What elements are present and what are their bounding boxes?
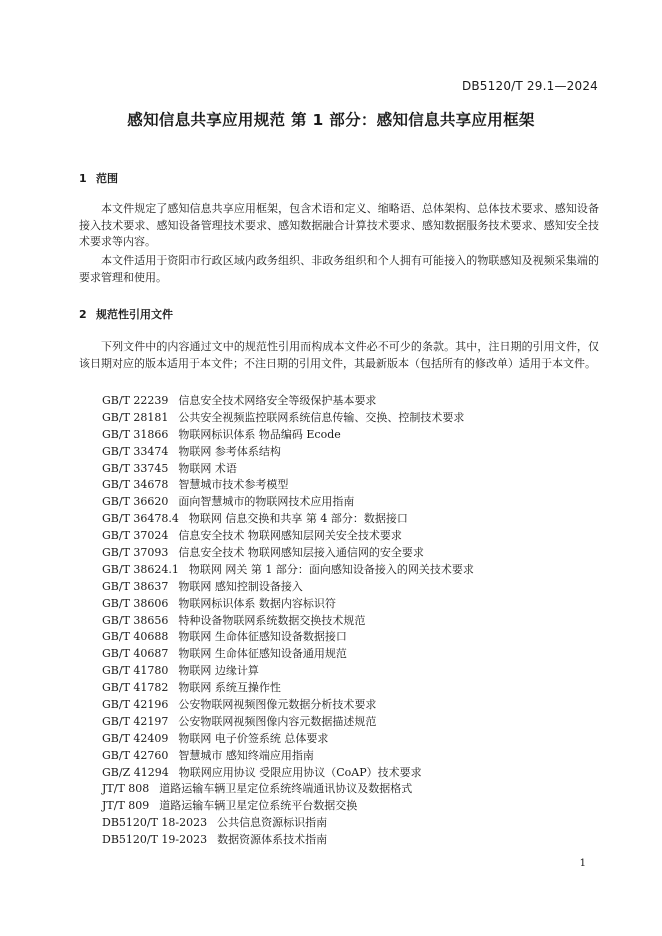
reference-code: GB/T 34678 bbox=[102, 478, 169, 492]
reference-title: 物联网 术语 bbox=[178, 461, 237, 475]
reference-item bbox=[102, 596, 474, 613]
references-intro-paragraph: 下列文件中的内容通过文中的规范性引用而构成本文件必不可少的条款。其中，注日期的引用文件，仅该日期对应的版本适用于本文件；不注日期的引用文件，其最新版本（包括所有的修改单）适用于本文件。 bbox=[79, 340, 599, 370]
reference-title: 物联网 边缘计算 bbox=[178, 664, 259, 678]
reference-title: 物联网 生命体征感知设备数据接口 bbox=[178, 630, 347, 644]
reference-item bbox=[102, 697, 474, 714]
reference-item bbox=[102, 427, 474, 444]
reference-code: GB/T 38606 bbox=[102, 596, 169, 610]
reference-title: 智慧城市技术参考模型 bbox=[178, 478, 289, 492]
reference-item bbox=[102, 461, 474, 478]
reference-item bbox=[102, 579, 474, 596]
reference-item bbox=[102, 545, 474, 562]
reference-title: 信息安全技术网络安全等级保护基本要求 bbox=[178, 394, 377, 407]
reference-code: GB/T 33745 bbox=[102, 461, 169, 475]
reference-item bbox=[102, 410, 474, 427]
reference-list bbox=[102, 393, 474, 849]
reference-code: GB/T 40688 bbox=[102, 630, 169, 644]
reference-code: JT/T 808 bbox=[102, 782, 150, 796]
reference-code: GB/T 37093 bbox=[102, 546, 169, 560]
document-code: DB5120/T 29.1—2024 bbox=[461, 79, 598, 93]
section-number: 2 bbox=[79, 308, 87, 321]
reference-item bbox=[102, 528, 474, 545]
reference-title: 物联网 系统互操作性 bbox=[178, 681, 281, 695]
reference-item bbox=[102, 731, 474, 748]
reference-title: 公共信息资源标识指南 bbox=[217, 816, 328, 830]
reference-item bbox=[102, 629, 474, 646]
reference-title: 物联网 感知控制设备接入 bbox=[178, 579, 303, 593]
reference-title: 物联网标识体系 物品编码 Ecode bbox=[178, 427, 341, 441]
section-heading-scope bbox=[79, 170, 118, 186]
reference-item bbox=[102, 765, 474, 782]
reference-code: GB/T 42760 bbox=[102, 748, 169, 762]
document-title: 感知信息共享应用规范 第 1 部分：感知信息共享应用框架 bbox=[127, 111, 535, 129]
reference-code: GB/T 36478.4 bbox=[102, 512, 179, 526]
reference-item bbox=[102, 562, 474, 579]
reference-code: JT/T 809 bbox=[102, 799, 150, 813]
reference-code: GB/T 41780 bbox=[102, 664, 169, 678]
reference-code: GB/T 40687 bbox=[102, 647, 169, 661]
reference-title: 物联网 信息交换和共享 第 4 部分：数据接口 bbox=[188, 512, 408, 526]
reference-item bbox=[102, 613, 474, 630]
reference-item bbox=[102, 815, 474, 832]
page-number: 1 bbox=[579, 858, 586, 869]
reference-title: 公共安全视频监控联网系统信息传输、交换、控制技术要求 bbox=[178, 410, 465, 424]
reference-title: 信息安全技术 物联网感知层接入通信网的安全要求 bbox=[178, 546, 424, 560]
reference-item bbox=[102, 714, 474, 731]
reference-item bbox=[102, 646, 474, 663]
reference-code: GB/T 22239 bbox=[102, 394, 169, 407]
reference-title: 物联网 生命体征感知设备通用规范 bbox=[178, 647, 347, 661]
scope-paragraph-2: 本文件适用于资阳市行政区域内政务组织、非政务组织和个人拥有可能接入的物联感知及视频采集端的要求管理和使用。 bbox=[79, 254, 599, 284]
reference-title: 数据资源体系技术指南 bbox=[217, 833, 328, 847]
reference-title: 公安物联网视频图像元数据分析技术要求 bbox=[178, 698, 377, 712]
reference-code: GB/T 38624.1 bbox=[102, 562, 179, 576]
scope-paragraph-1: 本文件规定了感知信息共享应用框架，包含术语和定义、缩略语、总体架构、总体技术要求、感知设备接入技术要求、感知设备管理技术要求、感知数据融合计算技术要求、感知数据服务技术要求、感知安全技术要求等内容。 bbox=[79, 202, 599, 248]
reference-title: 物联网 参考体系结构 bbox=[178, 444, 281, 458]
reference-title: 物联网标识体系 数据内容标识符 bbox=[178, 596, 336, 610]
reference-code: GB/Z 41294 bbox=[102, 765, 169, 779]
reference-item bbox=[102, 832, 474, 849]
reference-title: 物联网应用协议 受限应用协议（CoAP）技术要求 bbox=[178, 765, 422, 779]
reference-item bbox=[102, 748, 474, 765]
reference-item bbox=[102, 663, 474, 680]
reference-item bbox=[102, 781, 474, 798]
reference-title: 智慧城市 感知终端应用指南 bbox=[178, 748, 314, 762]
reference-code: GB/T 42197 bbox=[102, 714, 169, 728]
reference-title: 特种设备物联网系统数据交换技术规范 bbox=[178, 613, 366, 627]
reference-title: 物联网 电子价签系统 总体要求 bbox=[178, 731, 329, 745]
reference-item bbox=[102, 477, 474, 494]
section-title: 范围 bbox=[96, 172, 118, 185]
section-number: 1 bbox=[79, 172, 87, 185]
reference-item bbox=[102, 511, 474, 528]
reference-item bbox=[102, 494, 474, 511]
section-title: 规范性引用文件 bbox=[96, 308, 173, 321]
reference-title: 信息安全技术 物联网感知层网关安全技术要求 bbox=[178, 529, 402, 543]
reference-item bbox=[102, 444, 474, 461]
reference-code: GB/T 33474 bbox=[102, 444, 169, 458]
reference-code: GB/T 28181 bbox=[102, 410, 169, 424]
reference-code: GB/T 38656 bbox=[102, 613, 169, 627]
reference-code: GB/T 37024 bbox=[102, 529, 169, 543]
reference-title: 公安物联网视频图像内容元数据描述规范 bbox=[178, 714, 377, 728]
reference-title: 道路运输车辆卫星定位系统平台数据交换 bbox=[159, 799, 358, 813]
reference-code: DB5120/T 19-2023 bbox=[102, 833, 208, 847]
reference-code: GB/T 31866 bbox=[102, 427, 169, 441]
reference-item bbox=[102, 680, 474, 697]
reference-title: 面向智慧城市的物联网技术应用指南 bbox=[178, 495, 355, 509]
reference-code: GB/T 36620 bbox=[102, 495, 169, 509]
reference-title: 物联网 网关 第 1 部分：面向感知设备接入的网关技术要求 bbox=[188, 562, 474, 576]
reference-code: GB/T 41782 bbox=[102, 681, 169, 695]
reference-code: DB5120/T 18-2023 bbox=[102, 816, 208, 830]
reference-title: 道路运输车辆卫星定位系统终端通讯协议及数据格式 bbox=[159, 782, 413, 796]
reference-item bbox=[102, 393, 474, 410]
reference-code: GB/T 42409 bbox=[102, 731, 169, 745]
reference-code: GB/T 42196 bbox=[102, 698, 169, 712]
reference-code: GB/T 38637 bbox=[102, 579, 169, 593]
section-heading-normative-references bbox=[79, 306, 173, 322]
reference-item bbox=[102, 798, 474, 815]
